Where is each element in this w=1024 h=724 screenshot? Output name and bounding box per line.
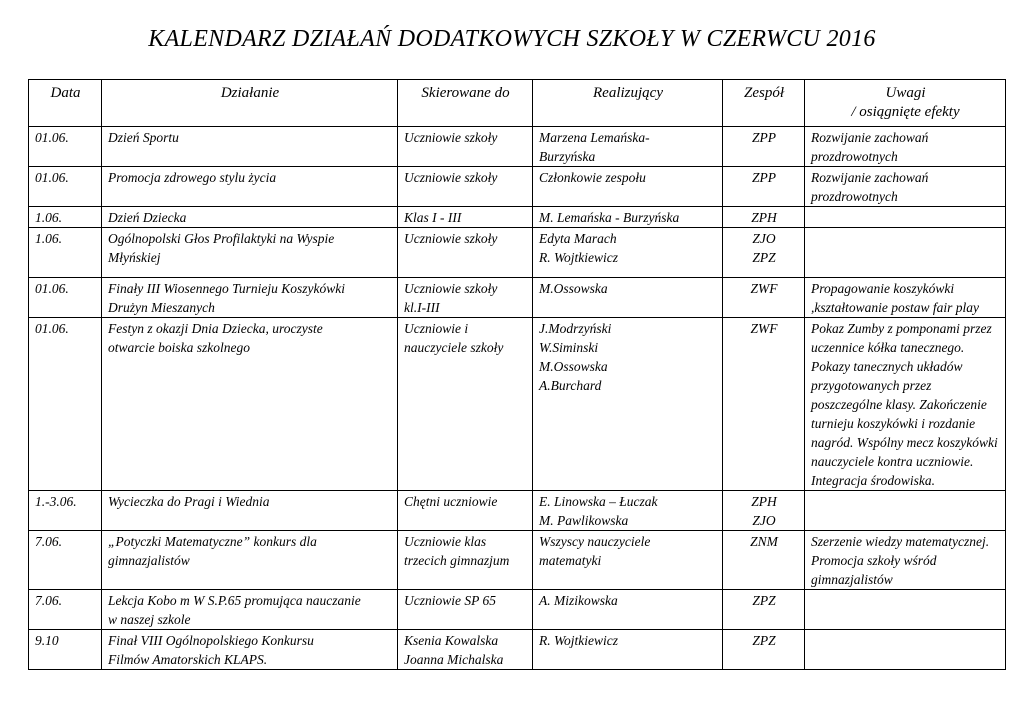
- cell-line: W.Siminski: [539, 340, 599, 355]
- cell-line: przygotowanych przez: [811, 378, 932, 393]
- cell-line: otwarcie boiska szkolnego: [108, 340, 250, 355]
- cell-line: Finał VIII Ogólnopolskiego Konkursu: [108, 633, 314, 648]
- cell-uwagi: [805, 278, 1006, 318]
- cell-data: 1.06.: [29, 207, 102, 228]
- cell-line: ZJO: [752, 231, 776, 246]
- calendar-body: [29, 127, 1006, 670]
- cell-line: A. Mizikowska: [539, 593, 618, 608]
- cell-line: Uczniowie szkoły: [404, 130, 498, 145]
- cell-skierowane: [398, 630, 533, 670]
- cell-line: kl.I-III: [404, 300, 440, 315]
- calendar-table: [28, 79, 1006, 670]
- cell-line: Uczniowie szkoły: [404, 170, 498, 185]
- cell-skierowane: [398, 207, 533, 228]
- cell-dzialanie: [102, 590, 398, 630]
- cell-realizujacy: [533, 318, 723, 491]
- cell-line: trzecich gimnazjum: [404, 553, 510, 568]
- cell-line: Rozwijanie zachowań: [811, 130, 929, 145]
- cell-dzialanie: [102, 228, 398, 278]
- cell-line: Lekcja Kobo m W S.P.65 promująca nauczanie: [108, 593, 361, 608]
- cell-zespol: [723, 590, 805, 630]
- cell-uwagi: [805, 491, 1006, 531]
- cell-line: Propagowanie koszykówki: [811, 281, 955, 296]
- header-uwagi: [805, 80, 1006, 127]
- cell-realizujacy: [533, 167, 723, 207]
- cell-realizujacy: [533, 590, 723, 630]
- cell-line: Promocja szkoły wśród: [811, 553, 937, 568]
- cell-line: ZPH: [751, 210, 777, 225]
- cell-line: Rozwijanie zachowań: [811, 170, 929, 185]
- cell-line: Wycieczka do Pragi i Wiednia: [108, 494, 270, 509]
- table-row: [29, 318, 1006, 491]
- cell-uwagi: [805, 590, 1006, 630]
- header-realizujacy: Realizujący: [533, 80, 723, 127]
- cell-line: ZPP: [751, 170, 776, 185]
- cell-line: prozdrowotnych: [811, 189, 898, 204]
- cell-line: M. Lemańska - Burzyńska: [539, 210, 680, 225]
- cell-line: Uczniowie klas: [404, 534, 487, 549]
- cell-skierowane: [398, 531, 533, 590]
- cell-line: M.Ossowska: [539, 359, 608, 374]
- cell-skierowane: [398, 278, 533, 318]
- cell-line: Integracja środowiska.: [811, 473, 935, 488]
- cell-dzialanie: [102, 167, 398, 207]
- cell-skierowane: [398, 318, 533, 491]
- cell-data: 01.06.: [29, 318, 102, 491]
- cell-line: Członkowie zespołu: [539, 170, 646, 185]
- cell-zespol: [723, 531, 805, 590]
- header-zespol: Zespół: [723, 80, 805, 127]
- table-row: [29, 167, 1006, 207]
- cell-line: ZPZ: [752, 633, 776, 648]
- cell-line: A.Burchard: [539, 378, 602, 393]
- cell-skierowane: [398, 228, 533, 278]
- cell-uwagi: [805, 531, 1006, 590]
- cell-line: ZPP: [751, 130, 776, 145]
- cell-zespol: [723, 207, 805, 228]
- cell-realizujacy: [533, 278, 723, 318]
- cell-line: M. Pawlikowska: [539, 513, 629, 528]
- cell-line: R. Wojtkiewicz: [539, 250, 618, 265]
- table-row: [29, 207, 1006, 228]
- cell-line: Drużyn Mieszanych: [108, 300, 215, 315]
- cell-line: gimnazjalistów: [811, 572, 893, 587]
- cell-zespol: [723, 318, 805, 491]
- cell-line: uczennice kółka tanecznego.: [811, 340, 965, 355]
- cell-line: „Potyczki Matematyczne” konkurs dla: [108, 534, 317, 549]
- cell-data: 01.06.: [29, 167, 102, 207]
- cell-uwagi: [805, 228, 1006, 278]
- cell-realizujacy: [533, 207, 723, 228]
- cell-line: Festyn z okazji Dnia Dziecka, uroczyste: [108, 321, 323, 336]
- table-row: [29, 278, 1006, 318]
- cell-line: Wszyscy nauczyciele: [539, 534, 651, 549]
- cell-line: Uczniowie szkoły: [404, 231, 498, 246]
- cell-line: Marzena Lemańska-: [539, 130, 650, 145]
- header-uwagi-line2: / osiągnięte efekty: [851, 104, 960, 120]
- cell-line: nauczyciele szkoły: [404, 340, 504, 355]
- cell-line: prozdrowotnych: [811, 149, 898, 164]
- cell-line: Filmów Amatorskich KLAPS.: [108, 652, 268, 667]
- cell-zespol: [723, 630, 805, 670]
- cell-line: M.Ossowska: [539, 281, 608, 296]
- cell-uwagi: [805, 318, 1006, 491]
- cell-line: Burzyńska: [539, 149, 596, 164]
- cell-zespol: [723, 491, 805, 531]
- cell-line: Chętni uczniowie: [404, 494, 498, 509]
- cell-dzialanie: [102, 531, 398, 590]
- header-dzialanie: Działanie: [102, 80, 398, 127]
- header-data: Data: [29, 80, 102, 127]
- cell-line: ZWF: [750, 321, 778, 336]
- cell-realizujacy: [533, 630, 723, 670]
- cell-line: Uczniowie i: [404, 321, 469, 336]
- cell-line: Uczniowie szkoły: [404, 281, 498, 296]
- header-skierowane: Skierowane do: [398, 80, 533, 127]
- cell-line: Dzień Dziecka: [108, 210, 187, 225]
- cell-skierowane: [398, 127, 533, 167]
- cell-line: gimnazjalistów: [108, 553, 190, 568]
- cell-realizujacy: [533, 491, 723, 531]
- page-title: KALENDARZ DZIAŁAŃ DODATKOWYCH SZKOŁY W CZERWCU 2016: [148, 26, 876, 52]
- cell-skierowane: [398, 167, 533, 207]
- cell-dzialanie: [102, 491, 398, 531]
- cell-line: J.Modrzyński: [539, 321, 612, 336]
- cell-line: ZWF: [750, 281, 778, 296]
- table-row: [29, 491, 1006, 531]
- cell-line: ZPH: [751, 494, 777, 509]
- cell-line: Dzień Sportu: [108, 130, 179, 145]
- table-row: [29, 630, 1006, 670]
- table-row: [29, 531, 1006, 590]
- cell-line: nauczyciele kontra uczniowie.: [811, 454, 974, 469]
- cell-dzialanie: [102, 630, 398, 670]
- cell-zespol: [723, 127, 805, 167]
- cell-zespol: [723, 228, 805, 278]
- cell-uwagi: [805, 630, 1006, 670]
- cell-line: ZPZ: [752, 250, 776, 265]
- cell-line: R. Wojtkiewicz: [539, 633, 618, 648]
- cell-realizujacy: [533, 228, 723, 278]
- cell-line: ZJO: [752, 513, 776, 528]
- cell-line: ZPZ: [752, 593, 776, 608]
- cell-uwagi: [805, 127, 1006, 167]
- cell-line: Joanna Michalska: [404, 652, 504, 667]
- cell-line: nagród. Wspólny mecz koszykówki: [811, 435, 998, 450]
- cell-data: 7.06.: [29, 590, 102, 630]
- cell-realizujacy: [533, 531, 723, 590]
- cell-line: ,kształtowanie postaw fair play: [811, 300, 980, 315]
- cell-line: w naszej szkole: [108, 612, 191, 627]
- cell-line: Edyta Marach: [539, 231, 617, 246]
- table-row: [29, 590, 1006, 630]
- cell-line: Młyńskiej: [108, 250, 161, 265]
- cell-zespol: [723, 167, 805, 207]
- cell-uwagi: [805, 167, 1006, 207]
- cell-line: matematyki: [539, 553, 602, 568]
- cell-data: 1.-3.06.: [29, 491, 102, 531]
- cell-data: 01.06.: [29, 127, 102, 167]
- cell-line: Pokazy tanecznych układów: [811, 359, 963, 374]
- cell-line: ZNM: [750, 534, 778, 549]
- cell-dzialanie: [102, 318, 398, 491]
- header-uwagi-line1: Uwagi: [885, 85, 926, 101]
- cell-line: Ogólnopolski Głos Profilaktyki na Wyspie: [108, 231, 335, 246]
- table-row: [29, 228, 1006, 278]
- cell-data: 7.06.: [29, 531, 102, 590]
- table-row: [29, 127, 1006, 167]
- cell-data: 01.06.: [29, 278, 102, 318]
- cell-line: Finały III Wiosennego Turnieju Koszykówki: [108, 281, 345, 296]
- cell-line: turnieju koszykówki i rozdanie: [811, 416, 976, 431]
- cell-line: Promocja zdrowego stylu życia: [108, 170, 277, 185]
- cell-line: Pokaz Zumby z pomponami przez: [811, 321, 992, 336]
- cell-zespol: [723, 278, 805, 318]
- cell-line: E. Linowska – Łuczak: [539, 494, 658, 509]
- cell-line: Ksenia Kowalska: [404, 633, 499, 648]
- cell-skierowane: [398, 491, 533, 531]
- cell-dzialanie: [102, 207, 398, 228]
- cell-skierowane: [398, 590, 533, 630]
- cell-uwagi: [805, 207, 1006, 228]
- cell-line: Szerzenie wiedzy matematycznej.: [811, 534, 990, 549]
- cell-dzialanie: [102, 127, 398, 167]
- cell-realizujacy: [533, 127, 723, 167]
- cell-line: Klas I - III: [404, 210, 462, 225]
- cell-line: poszczególne klasy. Zakończenie: [811, 397, 987, 412]
- cell-data: 9.10: [29, 630, 102, 670]
- cell-dzialanie: [102, 278, 398, 318]
- header-row: [29, 80, 1006, 127]
- cell-line: Uczniowie SP 65: [404, 593, 496, 608]
- cell-data: 1.06.: [29, 228, 102, 278]
